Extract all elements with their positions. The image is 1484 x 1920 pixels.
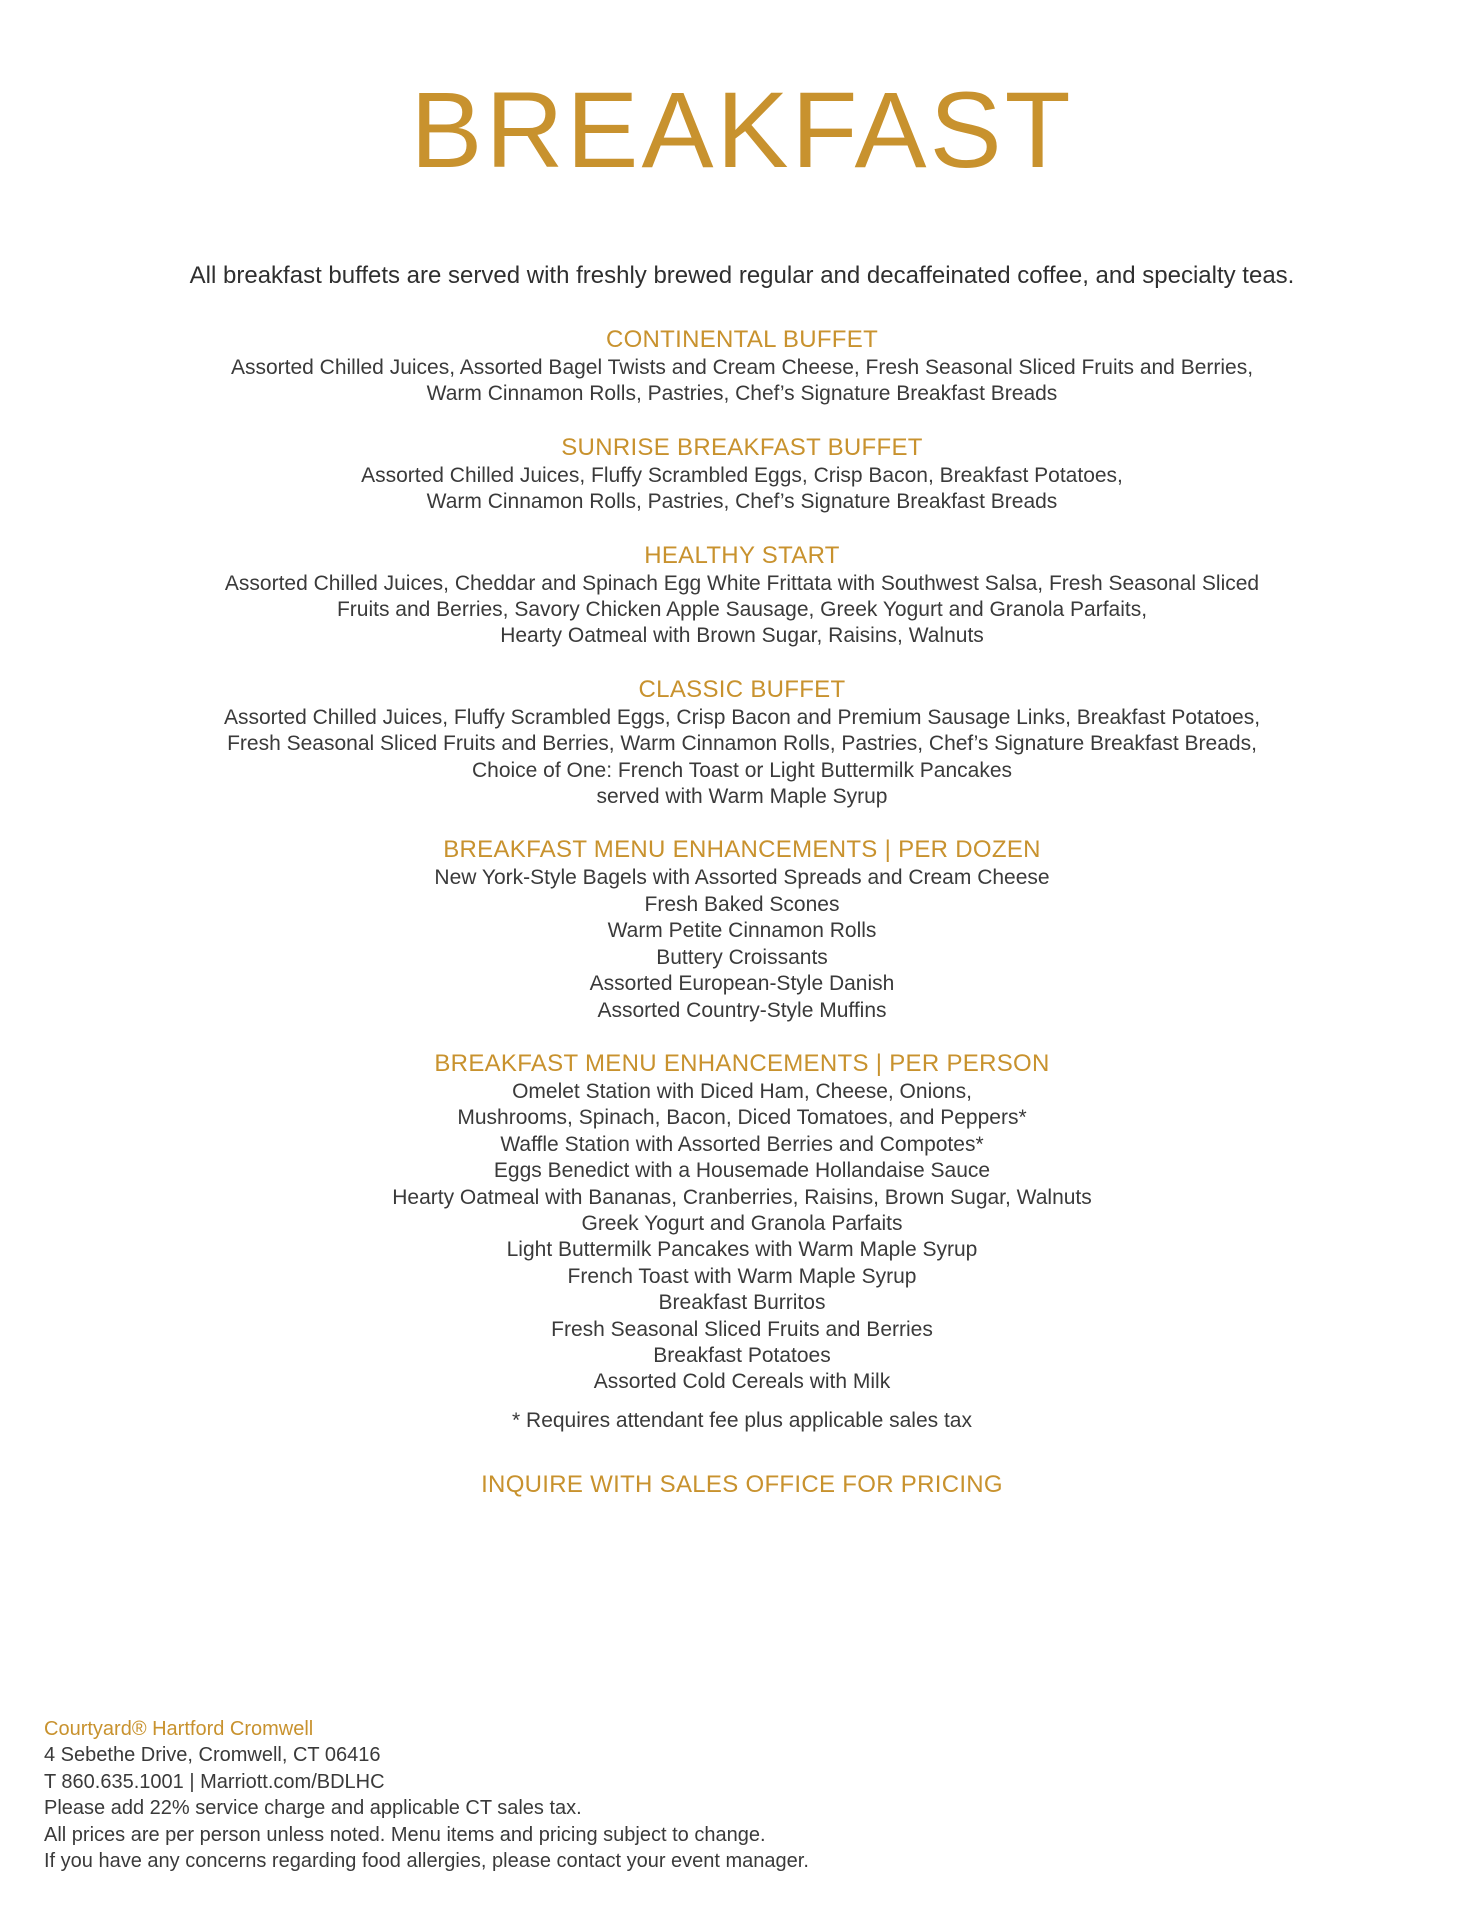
section-classic-buffet bbox=[140, 675, 1344, 811]
section-healthy-start bbox=[140, 541, 1344, 650]
section-line: Fresh Seasonal Sliced Fruits and Berries, Warm Cinnamon Rolls, Pastries, Chef’s Signature Breakfast Breads, bbox=[227, 732, 1257, 756]
section-line: Assorted Cold Cereals with Milk bbox=[593, 1370, 891, 1394]
section-line: French Toast with Warm Maple Syrup bbox=[567, 1264, 917, 1288]
section-line: served with Warm Maple Syrup bbox=[596, 785, 888, 809]
section-line: Assorted European-Style Danish bbox=[589, 972, 895, 996]
section-line: Fruits and Berries, Savory Chicken Apple Sausage, Greek Yogurt and Granola Parfaits, bbox=[336, 598, 1148, 622]
service-charge-note: Please add 22% service charge and applicable CT sales tax. bbox=[44, 1797, 582, 1820]
section-line: Assorted Chilled Juices, Fluffy Scrambled Eggs, Crisp Bacon and Premium Sausage Links, Breakfast Potatoes, bbox=[223, 705, 1261, 729]
section-line: Waffle Station with Assorted Berries and Compotes* bbox=[500, 1132, 984, 1156]
section-line: Warm Petite Cinnamon Rolls bbox=[607, 919, 877, 943]
section-heading: CONTINENTAL BUFFET bbox=[605, 326, 879, 353]
section-line: Hearty Oatmeal with Brown Sugar, Raisins, Walnuts bbox=[500, 624, 984, 648]
section-heading: SUNRISE BREAKFAST BUFFET bbox=[561, 433, 923, 461]
section-heading: BREAKFAST MENU ENHANCEMENTS | PER DOZEN bbox=[443, 836, 1041, 864]
intro-text: All breakfast buffets are served with freshly brewed regular and decaffeinated coffee, and specialty teas. bbox=[189, 262, 1295, 289]
section-line: Fresh Seasonal Sliced Fruits and Berries bbox=[551, 1317, 933, 1341]
section-line: Light Buttermilk Pancakes with Warm Maple Syrup bbox=[506, 1238, 978, 1262]
section-line: Buttery Croissants bbox=[656, 945, 828, 969]
page-title: BREAKFAST bbox=[410, 69, 1074, 190]
section-line: Greek Yogurt and Granola Parfaits bbox=[581, 1211, 903, 1235]
section-enhancements-per-dozen bbox=[140, 835, 1344, 1023]
section-line: Mushrooms, Spinach, Bacon, Diced Tomatoes, and Peppers* bbox=[457, 1106, 1027, 1130]
section-line: Eggs Benedict with a Housemade Hollandaise Sauce bbox=[493, 1159, 991, 1183]
hotel-address: 4 Sebethe Drive, Cromwell, CT 06416 bbox=[44, 1744, 381, 1767]
section-line: Assorted Chilled Juices, Cheddar and Spinach Egg White Frittata with Southwest Salsa, Fresh Seasonal Sliced bbox=[224, 571, 1260, 595]
section-continental-buffet bbox=[140, 325, 1344, 408]
section-line: Choice of One: French Toast or Light Buttermilk Pancakes bbox=[471, 758, 1013, 782]
hotel-name: Courtyard® Hartford Cromwell bbox=[44, 1718, 314, 1740]
section-line: Assorted Chilled Juices, Assorted Bagel Twists and Cream Cheese, Fresh Seasonal Sliced Fruits and Berries, bbox=[230, 356, 1254, 379]
attendant-fee-note: * Requires attendant fee plus applicable sales tax bbox=[512, 1408, 972, 1432]
hotel-contact: T 860.635.1001 | Marriott.com/BDLHC bbox=[44, 1770, 385, 1793]
section-heading: BREAKFAST MENU ENHANCEMENTS | PER PERSON bbox=[434, 1049, 1050, 1077]
menu-content bbox=[140, 325, 1344, 1500]
section-line: Warm Cinnamon Rolls, Pastries, Chef’s Signature Breakfast Breads bbox=[426, 382, 1058, 406]
section-line: Hearty Oatmeal with Bananas, Cranberries, Raisins, Brown Sugar, Walnuts bbox=[392, 1185, 1092, 1209]
allergy-note: If you have any concerns regarding food allergies, please contact your event manager. bbox=[44, 1850, 809, 1873]
section-line: Breakfast Potatoes bbox=[653, 1343, 831, 1367]
pricing-note: All prices are per person unless noted. Menu items and pricing subject to change. bbox=[44, 1823, 766, 1846]
section-line: Fresh Baked Scones bbox=[644, 892, 840, 916]
section-heading: HEALTHY START bbox=[644, 541, 840, 569]
section-enhancements-per-person bbox=[140, 1049, 1344, 1396]
section-line: Assorted Country-Style Muffins bbox=[597, 998, 887, 1022]
section-sunrise-breakfast-buffet bbox=[140, 433, 1344, 516]
section-line: Assorted Chilled Juices, Fluffy Scrambled Eggs, Crisp Bacon, Breakfast Potatoes, bbox=[361, 463, 1123, 487]
section-line: New York-Style Bagels with Assorted Spreads and Cream Cheese bbox=[434, 866, 1050, 890]
pricing-inquiry-notice: INQUIRE WITH SALES OFFICE FOR PRICING bbox=[481, 1470, 1003, 1498]
section-line: Warm Cinnamon Rolls, Pastries, Chef’s Signature Breakfast Breads bbox=[426, 490, 1058, 514]
section-line: Breakfast Burritos bbox=[658, 1291, 826, 1315]
section-line: Omelet Station with Diced Ham, Cheese, Onions, bbox=[512, 1079, 972, 1103]
footer bbox=[44, 1716, 944, 1874]
section-heading: CLASSIC BUFFET bbox=[638, 675, 846, 703]
